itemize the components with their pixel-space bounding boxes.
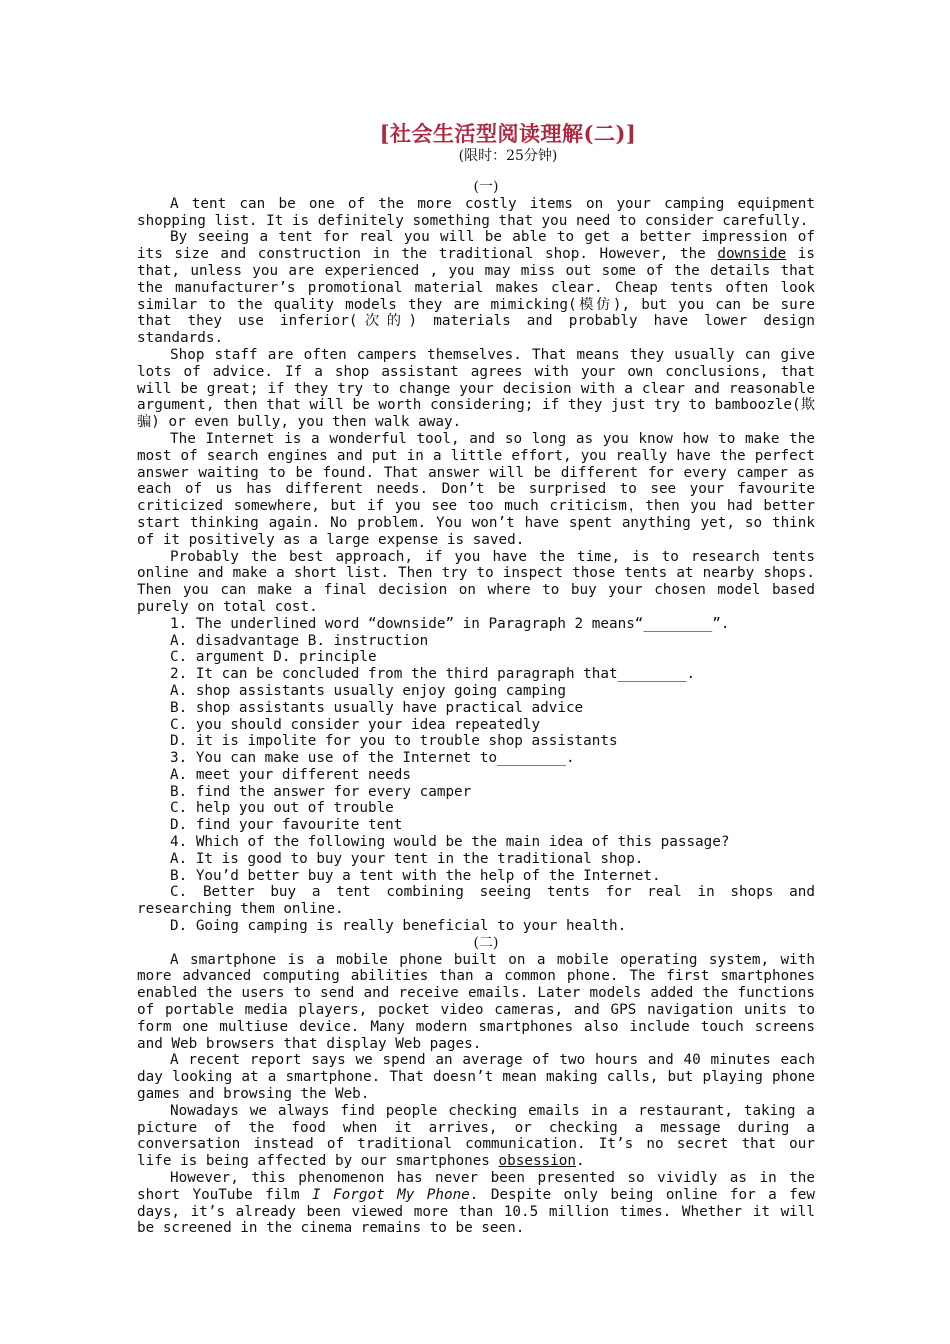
question-line: 2. It can be concluded from the third paragraph that________.	[170, 666, 696, 683]
option-line: C. help you out of trouble	[170, 800, 394, 817]
passage1-paragraph-2	[137, 229, 815, 347]
option-line: A. meet your different needs	[170, 766, 412, 783]
passage2-paragraph-4	[137, 1170, 815, 1237]
passage2-paragraph-1: A smartphone is a mobile phone built on a mobile operating system, with more advanced computing abilities than a common phone. The first smartphones enabled the users to send and receive emails. Later models added the functions of portable media players, pocket video cameras, and GPS navigation units to form one multiuse device. Many modern smartphones also include touch screens and Web browsers that display Web pages.	[137, 951, 815, 1052]
option-line: D. it is impolite for you to trouble shop assistants	[170, 733, 618, 750]
underlined-word-obsession: obsession	[498, 1153, 576, 1170]
passage1-paragraph-1: A tent can be one of the more costly items on your camping equipment shopping list. It is definitely something that you need to consider carefully.	[137, 195, 815, 229]
passage1-paragraph-3: Shop staff are often campers themselves. That means they usually can give lots of advice. If a shop assistant agrees with your own conclusions, that will be great; if they try to change your decision with a clear and reasonable argument, then that will be worth considering; if they just try to bamboozle(欺骗) or even bully, you then walk away.	[137, 346, 815, 431]
text-span: Nowadays we always find people checking emails in a restaurant, taking a picture of the food when it arrives, or checking a message during a conversation instead of traditional communication. It’s no secret that our life is being affected by our smartphones	[137, 1102, 815, 1170]
text-span: .	[575, 1153, 585, 1170]
passage1-paragraph-5: Probably the best approach, if you have the time, is to research tents online and make a short list. Then try to inspect those tents at nearby shops. Then you can make a final decision on where to buy your chosen model based purely on total cost.	[137, 548, 815, 615]
option-line: B. You’d better buy a tent with the help of the Internet.	[170, 867, 661, 884]
question-line: 1. The underlined word “downside” in Paragraph 2 means“________”.	[170, 615, 730, 632]
passage1-paragraph-4: The Internet is a wonderful tool, and so long as you know how to make the most of search engines and put in a little effort, you really have the perfect answer waiting to be found. That answer will be different for every camper as each of us has different needs. Don’t be surprised to see your favourite criticized somewhere, but if you see too much criticism，then you had better start thinking again. No problem. You won’t have spent anything yet, so think of it positively as a large expense is saved.	[137, 430, 815, 548]
text-span: is that, unless you are experienced , you may miss out some of the details that the manufacturer’s promotional material makes clear. Cheap tents often look similar to the quality models they are mimicking(模仿), but you can be sure that they use inferior(次的) materials and probably have lower design standards.	[137, 246, 815, 347]
film-title: I Forgot My Phone	[312, 1186, 470, 1203]
option-line: A. It is good to buy your tent in the traditional shop.	[170, 850, 644, 867]
option-line: D. find your favourite tent	[170, 817, 403, 834]
question-line: 4. Which of the following would be the main idea of this passage?	[170, 834, 730, 851]
underlined-word-downside: downside	[717, 246, 787, 263]
page-title: [社会生活型阅读理解(二)]	[379, 121, 637, 146]
option-line: B. shop assistants usually have practical advice	[170, 699, 584, 716]
time-limit: (限时：25分钟)	[458, 148, 558, 164]
section-label-1: (一)	[473, 179, 499, 195]
section-label-2: (二)	[473, 934, 499, 951]
text-span: However, this phenomenon has never been presented so vividly as in the short YouTube film	[137, 1170, 815, 1203]
question-line: 3. You can make use of the Internet to________.	[170, 750, 575, 767]
document-page	[137, 120, 815, 1237]
option-line: C. you should consider your idea repeatedly	[170, 716, 541, 733]
text-span: . Despite only being online for a few days, it’s already been viewed more than 10.5 million times. Whether it will be screened in the cinema remains to be seen.	[137, 1186, 816, 1237]
option-line: A. shop assistants usually enjoy going camping	[170, 682, 566, 699]
passage2-paragraph-3	[137, 1103, 815, 1170]
option-line: D. Going camping is really beneficial to your health.	[170, 918, 627, 935]
passage2-paragraph-2: A recent report says we spend an average of two hours and 40 minutes each day looking at a smartphone. That doesn’t mean making calls, but playing phone games and browsing the Web.	[137, 1052, 815, 1103]
text-span: By seeing a tent for real you will be able to get a better impression of its size and construction in the traditional shop. However, the	[137, 229, 815, 263]
option-line: C. Better buy a tent combining seeing tents for real in shops and researching them online.	[137, 884, 815, 918]
option-line: A. disadvantage B. instruction	[170, 632, 429, 649]
option-line: B. find the answer for every camper	[170, 783, 472, 800]
option-line: C. argument D. principle	[170, 649, 377, 666]
